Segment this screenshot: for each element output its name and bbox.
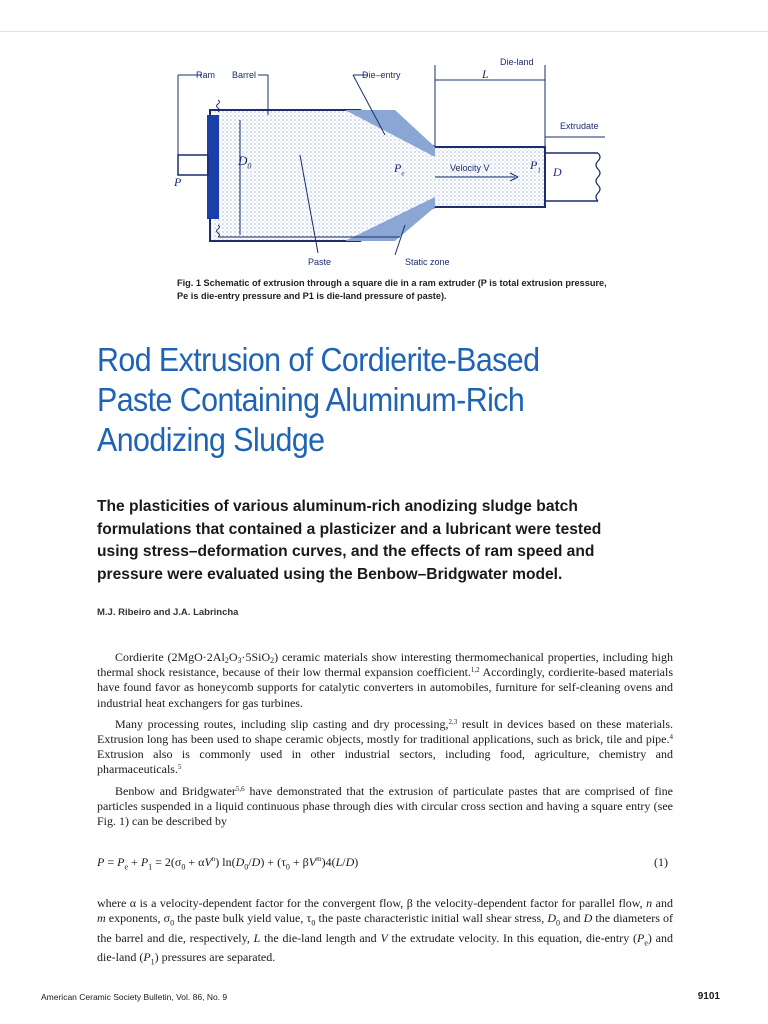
ram bbox=[207, 115, 219, 219]
label-pe: $P_e$ bbox=[394, 161, 405, 178]
label-static-zone: Static zone bbox=[405, 257, 450, 267]
body-text bbox=[97, 650, 673, 835]
article-deck bbox=[97, 496, 697, 586]
equation-number: (1) bbox=[654, 855, 668, 869]
extruder-diagram bbox=[150, 55, 620, 270]
label-d: D bbox=[553, 165, 562, 179]
top-rule bbox=[0, 31, 768, 32]
deck-line: The plasticities of various aluminum-rich anodizing sludge batch bbox=[97, 498, 578, 515]
ram-rod bbox=[178, 155, 208, 175]
deck-line: formulations that contained a plasticizer and a lubricant were tested bbox=[97, 520, 602, 538]
label-die-land-length: L bbox=[482, 67, 489, 81]
label-extrudate: Extrudate bbox=[560, 121, 599, 131]
title-line: Rod Extrusion of Cordierite-Based bbox=[97, 341, 540, 378]
equation-1 bbox=[97, 855, 668, 871]
paragraph-3: Benbow and Bridgwater$^{5,6}$ have demonstrated that the extrusion of particulate pastes that are comprised of fine particles suspended in a liquid continuous phase through dies with circular cross section and having a square entry (see Fig. 1) can be described by bbox=[97, 783, 673, 829]
figure-caption: Fig. 1 Schematic of extrusion through a square die in a ram extruder (P is total extrusion pressure, Pe is die-entry pressure and P1 is die-land pressure of paste). bbox=[177, 278, 607, 301]
label-die-entry: Die–entry bbox=[362, 70, 401, 80]
label-p: P bbox=[174, 175, 182, 189]
label-barrel: Barrel bbox=[232, 70, 257, 80]
title-line: Anodizing Sludge bbox=[97, 421, 325, 458]
paragraph-1: Cordierite $(2MgO\cdot 2Al_2O_3\cdot 5SiO_2)$ ceramic materials show interesting thermomechanical properties, including high thermal shock resistance, because of their low thermal expansion coefficient.$^{1,2}$ Accordingly, cordierite-based materials have found favor as honeycomb supports for catalytic converters in automobiles, furniture for self-cleaning ovens and industrial heat exchangers for gas turbines. bbox=[97, 650, 674, 710]
paragraph-2: Many processing routes, including slip casting and dry processing,$^{2,3}$ result in devices based on these materials. Extrusion long has been used to shape ceramic objects, mostly for traditional applications, such as brick, tile and pipe.$^4$ Extrusion also is commonly used in other industrial sectors, including food, agriculture, chemistry and pharmaceuticals.$^5$ bbox=[97, 716, 674, 777]
extrusion-schematic-figure bbox=[150, 55, 620, 270]
paragraph-4: where α is a velocity-dependent factor for the convergent flow, β the velocity-dependent factor for parallel flow, n and m exponents, $\sigma_0$ the paste bulk yield value, $\tau_0$ the paste characteristic initial wall shear stress, $D_0$ and D the diameters of the barrel and die, respectively, L the die-land length and V the extrudate velocity. In this equation, die-entry $(P_e)$ and die-land $(P_1)$ pressures are separated. bbox=[97, 896, 674, 967]
label-d0: $D_0$ bbox=[238, 153, 252, 171]
label-ram: Ram bbox=[196, 70, 216, 80]
label-p1: $P_1$ bbox=[530, 158, 541, 175]
article-title bbox=[97, 340, 649, 460]
deck-line: pressure were evaluated using the Benbow–Bridgwater model. bbox=[97, 565, 563, 583]
equation-body: $P = P_e + P_1 = 2(\sigma_0 + \alpha V^n) \ln(D_0/D) + (\tau_0 + \beta V^m)4(L/D)$ bbox=[97, 855, 359, 872]
authors: M.J. Ribeiro and J.A. Labrincha bbox=[97, 607, 239, 618]
deck-line: using stress–deformation curves, and the effects of ram speed and bbox=[97, 543, 595, 560]
footer-page-number: 9101 bbox=[697, 991, 720, 1002]
footer-journal: American Ceramic Society Bulletin, Vol. 86, No. 9 bbox=[41, 992, 228, 1002]
body-text-continued bbox=[97, 896, 673, 970]
barrel-outline bbox=[210, 110, 545, 241]
label-paste: Paste bbox=[308, 257, 332, 267]
title-line: Paste Containing Aluminum-Rich bbox=[97, 381, 525, 418]
label-velocity: Velocity V bbox=[450, 163, 490, 173]
label-die-land: Die-land bbox=[500, 57, 534, 67]
